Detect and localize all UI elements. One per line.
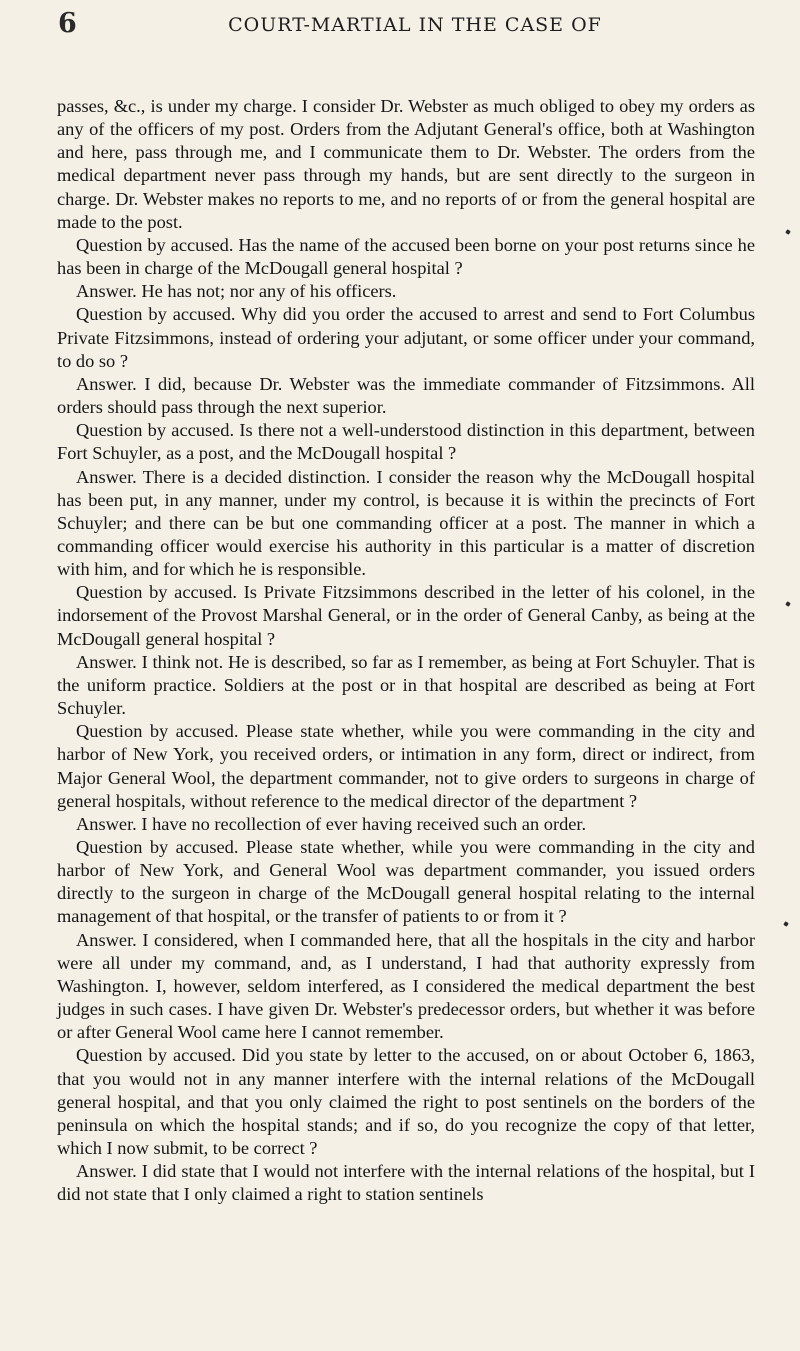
running-head: COURT-MARTIAL IN THE CASE OF [228, 14, 602, 36]
paragraph: passes, &c., is under my charge. I consider Dr. Webster as much obliged to obey my orders as any of the officers of my post. Orders from the Adjutant General's office, both at Washington and here, pass through me, and I communicate them to Dr. Webster. The orders from the medical department never pass through my hands, but are sent directly to the surgeon in charge. Dr. Webster makes no reports to me, and no reports of or from the general hospital are made to the post. [57, 96, 755, 232]
paragraph: Answer. I think not. He is described, so far as I remember, as being at Fort Schuyler. That is the uniform practice. Soldiers at the post or in that hospital are described as being at Fort Schuyler. [57, 651, 755, 719]
paragraph: Question by accused. Why did you order the accused to arrest and send to Fort Columbus Private Fitzsimmons, instead of ordering your adjutant, or some officer under your command, to do so ? [57, 304, 755, 371]
margin-speck [785, 229, 791, 235]
paragraph: Question by accused. Has the name of the accused been borne on your post returns since he has been in charge of the McDougall general hospital ? [57, 234, 755, 279]
page-header [58, 8, 758, 48]
paragraph: Answer. I have no recollection of ever having received such an order. [76, 813, 587, 834]
paragraph: Answer. I did state that I would not interfere with the internal relations of the hospital, but I did not state that I only claimed a right to station sentinels [57, 1161, 755, 1205]
margin-speck [783, 921, 789, 927]
paragraph: Question by accused. Please state whether, while you were commanding in the city and harbor of New York, you received orders, or intimation in any form, direct or indirect, from Major General Wool, the department commander, not to give orders to surgeons in charge of general hospitals, without reference to the medical director of the department ? [57, 721, 755, 811]
margin-speck [785, 601, 791, 607]
paragraph: Answer. There is a decided distinction. I consider the reason why the McDougall hospital has been put, in any manner, under my control, is because it is within the precincts of Fort Schuyler; and there can be but one commanding officer at a post. The manner in which a commanding officer would exercise his authority in this particular is a matter of discretion with him, and for which he is responsible. [57, 466, 755, 580]
paragraph: Question by accused. Please state whether, while you were commanding in the city and harbor of New York, and General Wool was department commander, you issued orders directly to the surgeon in charge of the McDougall general hospital relating to the internal management of that hospital, or the transfer of patients to or from it ? [57, 837, 755, 927]
paragraph: Answer. I considered, when I commanded here, that all the hospitals in the city and harbor were all under my command, and, as I understand, I had that authority expressly from Washington. I, however, seldom interfered, as I considered the medical department the best judges in such cases. I have given Dr. Webster's predecessor orders, but whether it was before or after General Wool came here I cannot remember. [57, 929, 755, 1043]
paragraph: Answer. I did, because Dr. Webster was the immediate commander of Fitzsimmons. All orders should pass through the next superior. [57, 373, 755, 418]
paragraph: Question by accused. Is Private Fitzsimmons described in the letter of his colonel, in the indorsement of the Provost Marshal General, or in the order of General Canby, as being at the McDougall general hospital ? [57, 582, 755, 649]
paragraph: Question by accused. Did you state by letter to the accused, on or about October 6, 1863, that you would not in any manner interfere with the internal relations of the McDougall general hospital, and that you only claimed the right to post sentinels on the borders of the peninsula on which the hospital stands; and if so, do you recognize the copy of that letter, which I now submit, to be correct ? [57, 1045, 755, 1159]
paragraph: Answer. He has not; nor any of his officers. [76, 281, 397, 302]
page-number: 6 [58, 8, 77, 39]
body-text [57, 95, 755, 1207]
paragraph: Question by accused. Is there not a well-understood distinction in this department, between Fort Schuyler, as a post, and the McDougall hospital ? [57, 420, 755, 464]
